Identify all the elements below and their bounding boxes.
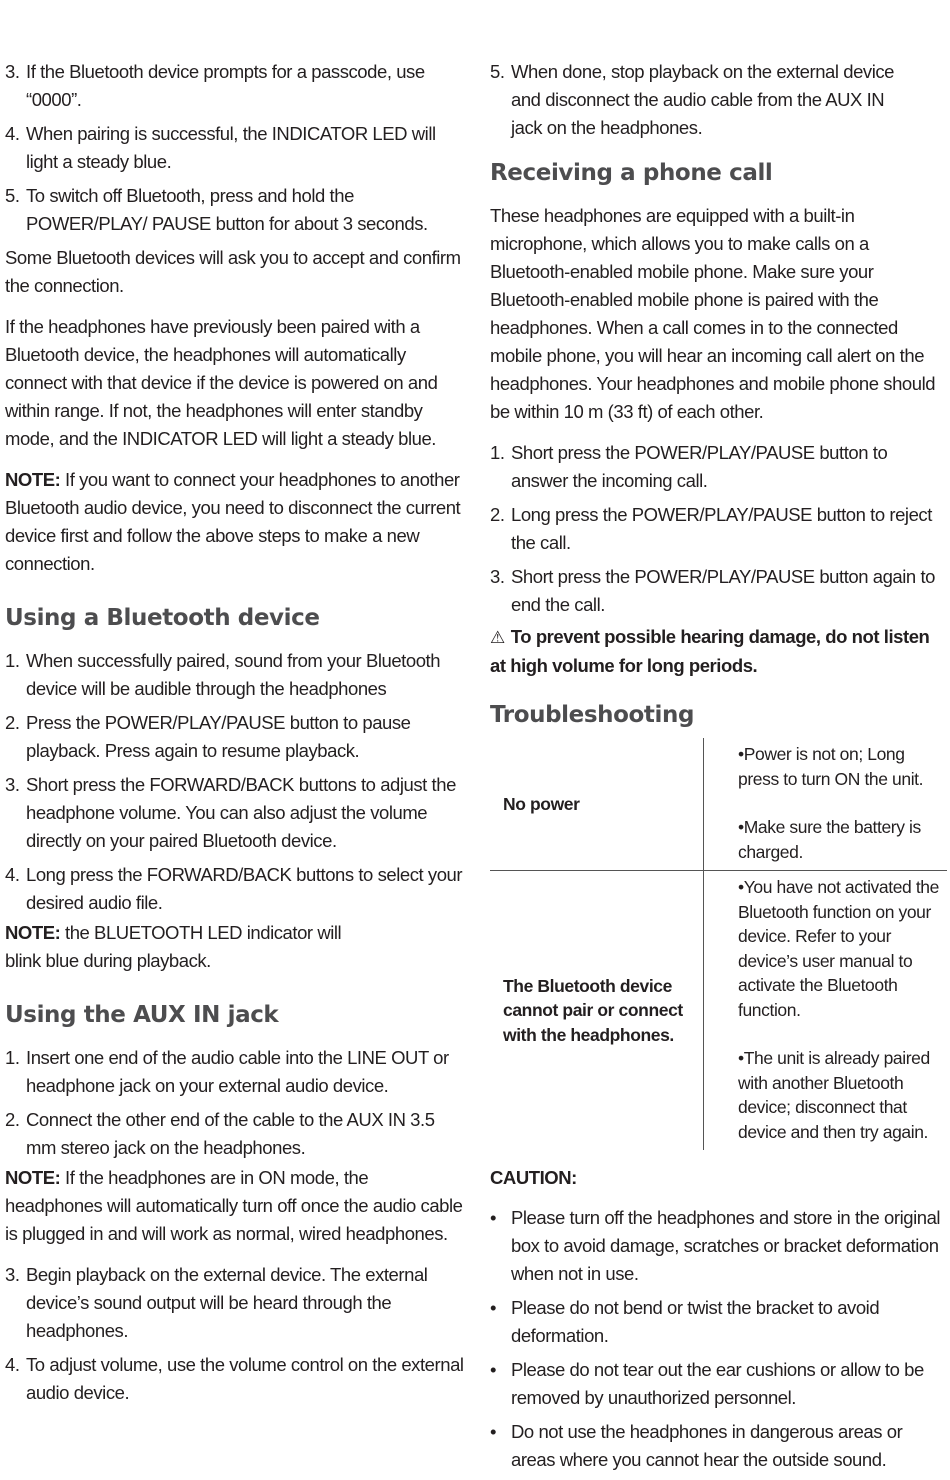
list-item: • Do not use the headphones in dangerous areas or areas where you cannot hear the outside sound. xyxy=(490,1418,945,1474)
caution-title: CAUTION: xyxy=(490,1167,577,1188)
list-item: 4. To adjust volume, use the volume control on the external audio device. xyxy=(5,1354,464,1403)
list-item: 5. To switch off Bluetooth, press and hold the POWER/PLAY/ PAUSE button for about 3 seconds. xyxy=(5,185,428,234)
phone-call-paragraph: These headphones are equipped with a built-in microphone, which allows you to make calls on a Bluetooth-enabled mobile phone. Make sure your Bluetooth-enabled mobile phone is paired with the headphones. When a call comes in to the connected mobile phone, you will hear an incoming call alert on the headphones. Your headphones and mobile phone should be within 10 m (33 ft) of each other. xyxy=(490,205,936,422)
left-column xyxy=(5,58,467,1413)
confirm-paragraph: Some Bluetooth devices will ask you to accept and confirm the connection. xyxy=(5,247,461,296)
warning-icon: ⚠ xyxy=(490,628,505,647)
solution-cell: •You have not activated the Bluetooth function on your device. Refer to your device’s user manual to activate the Bluetooth function. •The unit is already paired with another Bluetooth device; disconnect that device and then try again. xyxy=(738,877,939,1142)
issue-cell: No power xyxy=(490,738,704,871)
note-paragraph xyxy=(5,1164,467,1248)
heading-phone-call: Receiving a phone call xyxy=(490,160,773,186)
list-item: 3. Short press the POWER/PLAY/PAUSE button again to end the call. xyxy=(490,566,935,615)
heading-using-bluetooth: Using a Bluetooth device xyxy=(5,605,320,631)
hearing-warning xyxy=(490,623,945,680)
bullet-icon: • xyxy=(490,1421,497,1442)
list-item: 5. When done, stop playback on the external device and disconnect the audio cable from the AUX IN jack on the headphones. xyxy=(490,61,895,138)
list-item: 2. Long press the POWER/PLAY/PAUSE button to reject the call. xyxy=(490,504,932,553)
caution-list xyxy=(490,1204,945,1474)
aux-steps-list-continued xyxy=(5,1261,467,1407)
issue-cell: The Bluetooth device cannot pair or connect with the headphones. xyxy=(490,871,704,1151)
list-item: • Please do not bend or twist the bracket to avoid deformation. xyxy=(490,1294,945,1350)
auto-connect-paragraph: If the headphones have previously been paired with a Bluetooth device, the headphones will automatically connect with that device if the device is powered on and within range. If not, the headphones will enter standby mode, and the INDICATOR LED will light a steady blue. xyxy=(5,316,438,449)
heading-troubleshooting: Troubleshooting xyxy=(490,702,695,728)
note-text: If you want to connect your headphones to another Bluetooth audio device, you need to disconnect the current device first and follow the above steps to make a new connection. xyxy=(5,469,461,574)
bullet-icon: • xyxy=(490,1207,497,1228)
heading-aux-in: Using the AUX IN jack xyxy=(5,1002,279,1028)
note-text: the BLUETOOTH LED indicator will blink blue during playback. xyxy=(5,922,342,971)
bullet-icon: • xyxy=(490,1359,497,1380)
list-item: 3. If the Bluetooth device prompts for a passcode, use “0000”. xyxy=(5,61,425,110)
list-item: 1. Short press the POWER/PLAY/PAUSE button to answer the incoming call. xyxy=(490,442,888,491)
aux-steps-list xyxy=(5,1044,467,1162)
list-item: 1. When successfully paired, sound from your Bluetooth device will be audible through the headphones xyxy=(5,650,441,699)
note-label: NOTE: xyxy=(5,922,61,943)
list-item: 3. Short press the FORWARD/BACK buttons to adjust the headphone volume. You can also adjust the volume directly on your paired Bluetooth device. xyxy=(5,774,456,851)
pairing-steps-list xyxy=(5,58,467,238)
right-column xyxy=(490,58,945,1480)
call-steps-list xyxy=(490,439,945,619)
note-label: NOTE: xyxy=(5,1167,61,1188)
list-item: 2. Connect the other end of the cable to the AUX IN 3.5 mm stereo jack on the headphones. xyxy=(5,1109,435,1158)
bluetooth-steps-list xyxy=(5,647,467,917)
table-row xyxy=(490,871,947,1151)
aux-steps-list-end xyxy=(490,58,945,142)
note-paragraph xyxy=(5,919,365,975)
troubleshooting-table xyxy=(490,738,947,1150)
list-item: • Please do not tear out the ear cushions or allow to be removed by unauthorized personnel. xyxy=(490,1356,945,1412)
list-item: 3. Begin playback on the external device. The external device’s sound output will be heard through the headphones. xyxy=(5,1264,428,1341)
note-label: NOTE: xyxy=(5,469,61,490)
list-item: 1. Insert one end of the audio cable into the LINE OUT or headphone jack on your external audio device. xyxy=(5,1047,449,1096)
list-item: • Please turn off the headphones and store in the original box to avoid damage, scratches or bracket deformation when not in use. xyxy=(490,1204,945,1288)
list-item: 4. When pairing is successful, the INDICATOR LED will light a steady blue. xyxy=(5,123,436,172)
warning-text: To prevent possible hearing damage, do not listen at high volume for long periods. xyxy=(490,626,930,676)
note-text: If the headphones are in ON mode, the headphones will automatically turn off once the audio cable is plugged in and will work as normal, wired headphones. xyxy=(5,1167,463,1244)
list-item: 4. Long press the FORWARD/BACK buttons to select your desired audio file. xyxy=(5,864,463,913)
bullet-icon: • xyxy=(490,1297,497,1318)
solution-cell: •Power is not on; Long press to turn ON the unit. •Make sure the battery is charged. xyxy=(704,738,948,871)
note-paragraph xyxy=(5,466,467,578)
list-item: 2. Press the POWER/PLAY/PAUSE button to pause playback. Press again to resume playback. xyxy=(5,712,411,761)
table-row xyxy=(490,738,947,871)
